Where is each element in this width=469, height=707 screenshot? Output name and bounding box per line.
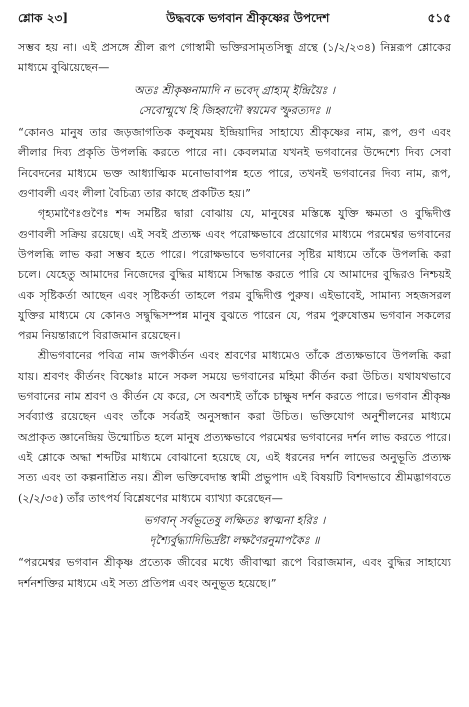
verse-line: অতঃ শ্রীকৃষ্ণনামাদি ন ভবেদ্ গ্রাহ্যম্ ইন্দ্রিয়ৈঃ ।	[134, 83, 335, 97]
page-title: উদ্ধবকে ভগবান শ্রীকৃষ্ণের উপদেশ	[166, 11, 330, 25]
verse-line: ভগবান্ সর্বভূতেষু লক্ষিতঃ স্বাত্মনা হরিঃ ।	[143, 513, 326, 527]
paragraph-reasoning: গৃহ্যমাণৈঃগুণৈঃ শব্দ সমষ্টির দ্বারা বোঝায় যে, মানুষের মস্তিষ্কে যুক্তি ক্ষমতা ও বুদ্ধিদীপ্ত গুণাবলী সক্রিয় রয়েছে। এই সবই প্রত্যক্ষ এবং পরোক্ষভাবে প্রয়োগের মাধ্যমে পরমেশ্বর ভগবানের উপলব্ধি লাভ করা সম্ভব হতে পারে। পরোক্ষভাবে ভগবানের সৃষ্টির মাধ্যমে তাঁকে উপলব্ধি করা চলে। যেহেতু আমাদের নিজেদের বুদ্ধির মাধ্যমে সিদ্ধান্ত করতে পারি যে আমাদের বুদ্ধিরও নিশ্চয়ই এক সৃষ্টিকর্তা আছেন এবং সৃষ্টিকর্তা তাহলে পরম বুদ্ধিদীপ্ত পুরুষ। এইভাবেই, সামান্য সহজসরল যুক্তির মাধ্যমে যে কোনও সদ্বুদ্ধিসম্পন্ন মানুষ বুঝতে পারেন যে, পরম পুরুষোত্তম ভগবান সকলের পরম নিয়ন্তারূপে বিরাজমান রয়েছেন।	[18, 207, 451, 343]
verse-reference: শ্লোক ২৩]	[18, 11, 69, 25]
sanskrit-verse-2	[18, 511, 451, 552]
translation-quote-2: “পরমেশ্বর ভগবান শ্রীকৃষ্ণ প্রত্যেক জীবের মধ্যে জীবাত্মা রূপে বিরাজমান, এবং বুদ্ধির সাহায্যে দর্শনশক্তির মাধ্যমে এই সত্য প্রতিপন্ন এবং অনুভূত হয়েছে।”	[18, 556, 451, 590]
page-header	[18, 10, 451, 30]
book-page	[18, 10, 451, 594]
verse-line: সেবোন্মুখে হি জিহ্বাদৌ স্বয়মেব স্ফুরত্যদঃ ॥	[138, 103, 331, 117]
page-number: ৫১৫	[427, 11, 451, 25]
verse-line: দৃশ্যৈর্বুদ্ধ্যাদিভির্দ্রষ্টা লক্ষণৈরনুমাপকৈঃ ॥	[149, 534, 320, 548]
translation-quote-1: “কোনও মানুষ তার জড়জাগতিক কলুষময় ইন্দ্রিয়াদির সাহায্যে শ্রীকৃষ্ণের নাম, রূপ, গুণ এবং লীলার দিব্য প্রকৃতি উপলব্ধি করতে পারে না। কেবলমাত্র যখনই ভগবানের উদ্দেশ্যে দিব্য সেবা নিবেদনের মাধ্যমে ভক্ত আধ্যাত্মিক মনোভাবাপন্ন হতে পারে, তখনই ভগবানের দিব্য নাম, রূপ, গুণাবলী এবং লীলা বৈচিত্র্য তার কাছে প্রকটিত হয়।”	[18, 126, 451, 201]
sanskrit-verse-1	[18, 81, 451, 122]
page-body	[18, 38, 451, 594]
paragraph-direct-perception: শ্রীভগবানের পবিত্র নাম জপকীর্তন এবং শ্রবণের মাধ্যমেও তাঁকে প্রত্যক্ষভাবে উপলব্ধি করা যায়। শ্রবণং কীর্তনং বিষ্ণোঃ মানে সকল সময়ে ভগবানের মহিমা কীর্তন করা উচিত। যথাযথভাবে ভগবানের নাম শ্রবণ ও কীর্তন যে করে, সে অবশ্যই তাঁকে চাক্ষুষ দর্শন করতে পারে। ভগবান শ্রীকৃষ্ণ সর্বব্যাপ্ত রয়েছেন এবং তাঁকে সর্বত্রই অনুসন্ধান করা উচিত। ভক্তিযোগ অনুশীলনের মাধ্যমে অপ্রাকৃত জ্ঞানেন্দ্রিয় উন্মোচিত হলে মানুষ প্রত্যক্ষভাবে পরমেশ্বর ভগবানের দর্শন লাভ করতে পারে। এই শ্লোকে অদ্ধা শব্দটির মাধ্যমে বোঝানো হয়েছে যে, এই ধরনের দর্শন লাভের অনুভূতি প্রত্যক্ষ সত্য এবং তা কল্পনাশ্রিত নয়। শ্রীল ভক্তিবেদান্ত স্বামী প্রভুপাদ এই বিষয়টি বিশদভাবে শ্রীমদ্ভাগবতে (২/২/৩৫) তাঁর তাৎপর্য বিশ্লেষণের মাধ্যমে ব্যাখ্যা করেছেন—	[18, 349, 451, 505]
paragraph-intro: সম্ভব হয় না। এই প্রসঙ্গে শ্রীল রূপ গোস্বামী ভক্তিরসামৃতসিন্ধু গ্রন্থে (১/২/২৩৪) নিম্নরূপ শ্লোকের মাধ্যমে বুঝিয়েছেন—	[18, 41, 451, 75]
